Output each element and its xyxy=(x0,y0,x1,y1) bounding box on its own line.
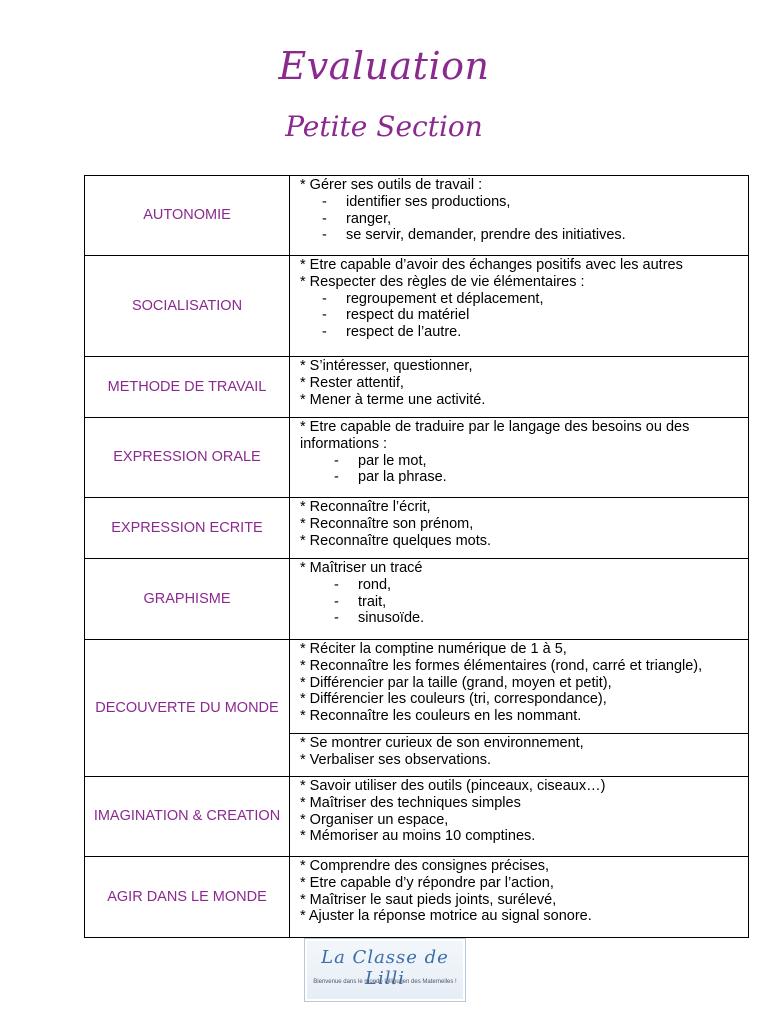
criterion: * Respecter des règles de vie élémentaires : xyxy=(300,273,585,290)
criterion: * Reconnaître les formes élémentaires (rond, carré et triangle), xyxy=(300,657,703,674)
category-cell: SOCIALISATION xyxy=(85,256,290,357)
criterion: * Maîtriser le saut pieds joints, surélevé, xyxy=(300,891,557,908)
sub-criterion: - identifier ses productions, xyxy=(322,193,511,210)
description-cell xyxy=(290,734,749,777)
criterion: * Organiser un espace, xyxy=(300,811,449,828)
table-row xyxy=(85,176,749,256)
criterion: * Etre capable d’avoir des échanges positifs avec les autres xyxy=(300,257,683,273)
description-cell xyxy=(290,176,749,256)
description-cell xyxy=(290,498,749,559)
description-cell xyxy=(290,857,749,938)
description-cell xyxy=(290,256,749,357)
evaluation-table xyxy=(84,175,749,938)
description-cell xyxy=(290,777,749,857)
description-cell xyxy=(290,418,749,498)
criterion: * Verbaliser ses observations. xyxy=(300,751,492,768)
criterion: * Réciter la comptine numérique de 1 à 5, xyxy=(300,641,567,657)
sub-criterion: - ranger, xyxy=(322,210,392,227)
criterion: * Gérer ses outils de travail : xyxy=(300,177,483,193)
criterion: * Différencier par la taille (grand, moyen et petit), xyxy=(300,674,612,691)
category-cell: IMAGINATION & CREATION xyxy=(85,777,290,857)
criterion: * Reconnaître son prénom, xyxy=(300,515,474,532)
sub-criterion: - respect de l’autre. xyxy=(322,324,462,341)
criterion: * Reconnaître quelques mots. xyxy=(300,532,492,549)
category-cell: DECOUVERTE DU MONDE xyxy=(85,640,290,777)
table-row xyxy=(85,559,749,640)
sub-criterion: - rond, xyxy=(334,576,392,593)
criterion: * Maîtriser des techniques simples xyxy=(300,794,521,811)
category-cell: AGIR DANS LE MONDE xyxy=(85,857,290,938)
table-row xyxy=(85,256,749,357)
sub-criterion: - par la phrase. xyxy=(334,469,447,486)
classe-de-lilli-logo xyxy=(304,938,466,1002)
criterion: * Mémoriser au moins 10 comptines. xyxy=(300,828,536,845)
category-cell: EXPRESSION ORALE xyxy=(85,418,290,498)
sub-criterion: - trait, xyxy=(334,593,387,610)
description-cell xyxy=(290,559,749,640)
logo-tagline: Bienvenue dans le monde Lilliputien des Maternelles ! xyxy=(313,979,457,985)
logo-title: La Classe de Lilli xyxy=(321,947,449,989)
sub-criterion: - par le mot, xyxy=(334,452,427,469)
category-cell: AUTONOMIE xyxy=(85,176,290,256)
criterion: * Reconnaître les couleurs en les nommant. xyxy=(300,708,582,725)
logo-background xyxy=(307,941,463,999)
criterion: * Savoir utiliser des outils (pinceaux, ciseaux…) xyxy=(300,778,606,794)
criterion: * Ajuster la réponse motrice au signal sonore. xyxy=(300,908,592,925)
criterion: * Etre capable de traduire par le langage des besoins ou des informations : xyxy=(300,419,690,452)
table-row xyxy=(85,857,749,938)
sub-criterion: - se servir, demander, prendre des initiatives. xyxy=(322,227,626,244)
table-row xyxy=(85,357,749,418)
criterion: * Mener à terme une activité. xyxy=(300,391,486,408)
table-row xyxy=(85,640,749,734)
criterion: * Se montrer curieux de son environnement, xyxy=(300,735,584,751)
table-row xyxy=(85,418,749,498)
page-title: Evaluation xyxy=(278,44,490,88)
criterion: * Maîtriser un tracé xyxy=(300,560,423,576)
category-cell: GRAPHISME xyxy=(85,559,290,640)
criterion: * Reconnaître l’écrit, xyxy=(300,499,431,515)
description-cell xyxy=(290,640,749,734)
page-subtitle: Petite Section xyxy=(285,110,483,143)
category-cell: EXPRESSION ECRITE xyxy=(85,498,290,559)
table-row xyxy=(85,498,749,559)
category-cell: METHODE DE TRAVAIL xyxy=(85,357,290,418)
table-row xyxy=(85,777,749,857)
criterion: * Rester attentif, xyxy=(300,374,404,391)
sub-criterion: - respect du matériel xyxy=(322,307,470,324)
sub-criterion: - sinusoïde. xyxy=(334,610,425,627)
criterion: * Comprendre des consignes précises, xyxy=(300,858,550,874)
description-cell xyxy=(290,357,749,418)
sub-criterion: - regroupement et déplacement, xyxy=(322,290,544,307)
criterion: * S’intéresser, questionner, xyxy=(300,358,473,374)
criterion: * Etre capable d’y répondre par l’action, xyxy=(300,874,554,891)
criterion: * Différencier les couleurs (tri, correspondance), xyxy=(300,691,607,708)
